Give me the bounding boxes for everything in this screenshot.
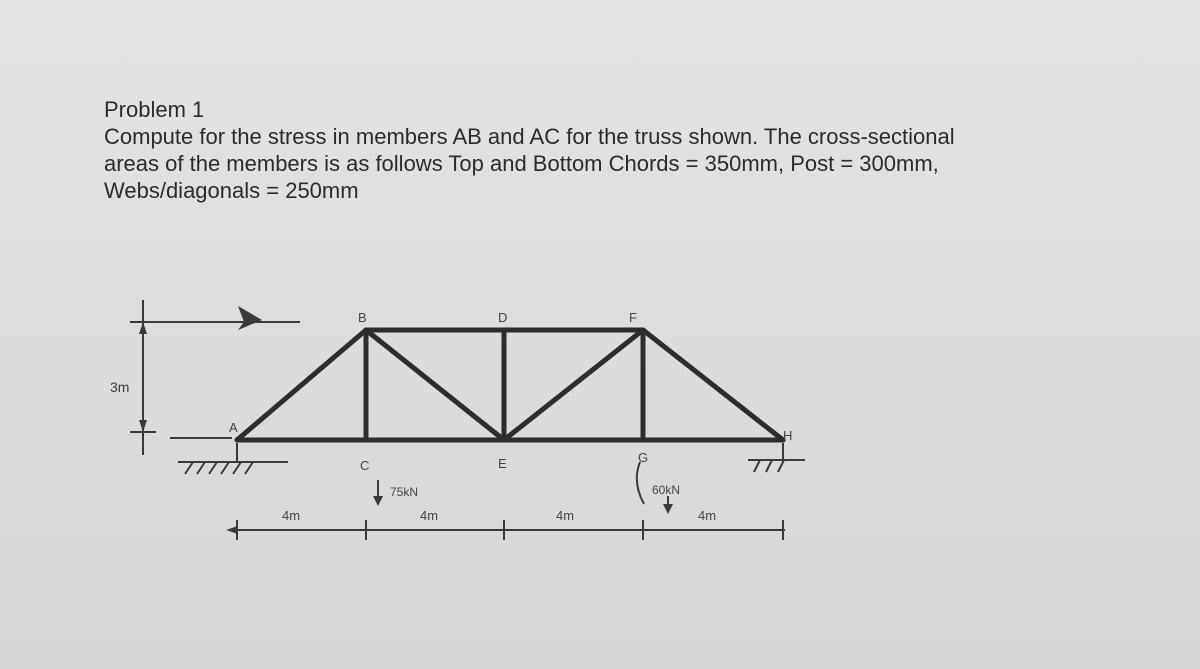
span-label-2: 4m <box>420 508 439 523</box>
span-label-4: 4m <box>698 508 717 523</box>
load-label-g: 60kN <box>652 483 681 497</box>
span-dimension <box>226 520 785 540</box>
node-labels <box>229 310 792 473</box>
span-label-3: 4m <box>556 508 575 523</box>
problem-line-3: Webs/diagonals = 250mm <box>104 178 359 203</box>
node-label-g: G <box>638 450 649 465</box>
member-ab <box>237 330 366 440</box>
support-h <box>748 443 805 472</box>
problem-heading: Problem 1 <box>104 97 205 122</box>
support-a <box>178 443 288 474</box>
span-labels <box>282 508 716 523</box>
node-label-c: C <box>360 458 370 473</box>
node-label-a: A <box>229 420 238 435</box>
node-label-h: H <box>783 428 793 443</box>
load-label-c: 75kN <box>390 485 419 499</box>
node-label-d: D <box>498 310 508 325</box>
problem-line-2: areas of the members is as follows Top and Bottom Chords = 350mm, Post = 300mm, <box>104 151 939 176</box>
height-label: 3m <box>110 379 130 395</box>
problem-line-1: Compute for the stress in members AB and AC for the truss shown. The cross-sectional <box>104 124 955 149</box>
node-label-f: F <box>629 310 637 325</box>
height-dimension <box>130 300 300 455</box>
member-be <box>366 330 504 440</box>
node-label-b: B <box>358 310 367 325</box>
truss-members <box>237 330 783 440</box>
node-label-e: E <box>498 456 507 471</box>
member-fh <box>643 330 783 440</box>
span-label-1: 4m <box>282 508 301 523</box>
member-ef <box>504 330 643 440</box>
